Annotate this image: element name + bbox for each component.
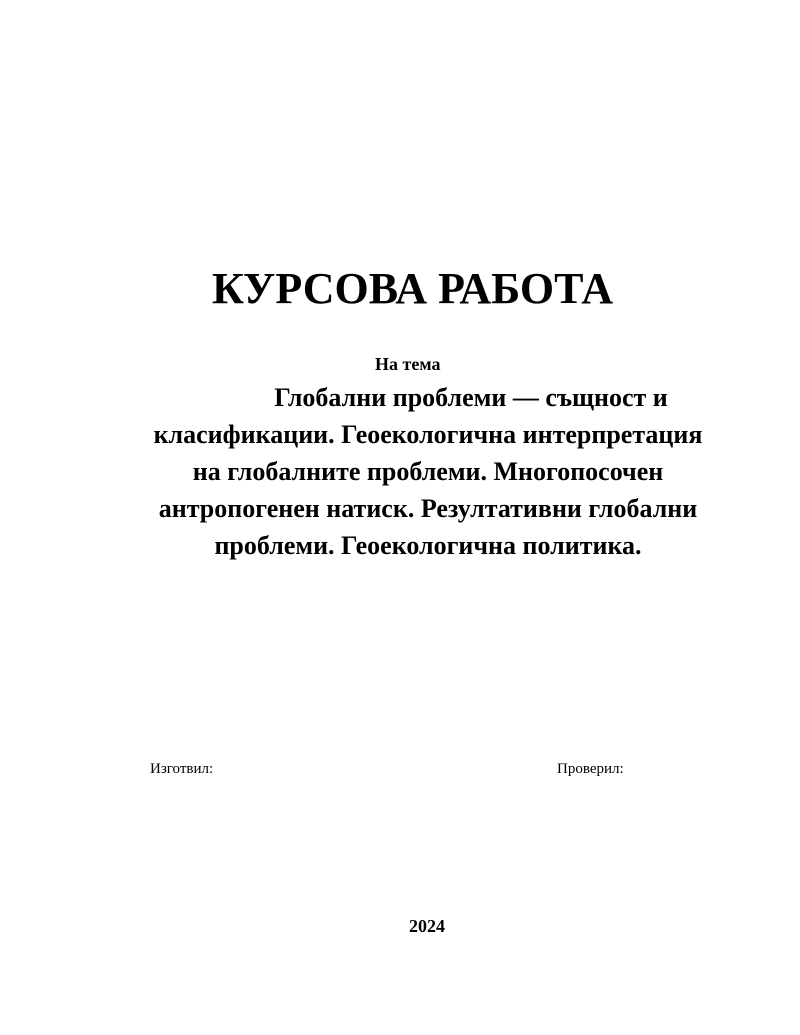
topic-line: антропогенен натиск. Резултативни глобални	[158, 494, 698, 523]
document-title: КУРСОВА РАБОТА	[212, 264, 614, 313]
topic-line: на глобалните проблеми. Многопосочен	[192, 457, 664, 486]
topic-line: проблеми. Геоекологична политика.	[214, 531, 642, 560]
topic-label: На тема	[375, 354, 441, 374]
prepared-by-label: Изготвил:	[150, 761, 214, 777]
year: 2024	[409, 916, 445, 936]
topic-line: Глобални проблеми — същност и	[274, 383, 668, 412]
topic-text	[80, 379, 776, 564]
checked-by-label: Проверил:	[557, 761, 624, 777]
topic-line: класификации. Геоекологична интерпретация	[153, 420, 703, 449]
